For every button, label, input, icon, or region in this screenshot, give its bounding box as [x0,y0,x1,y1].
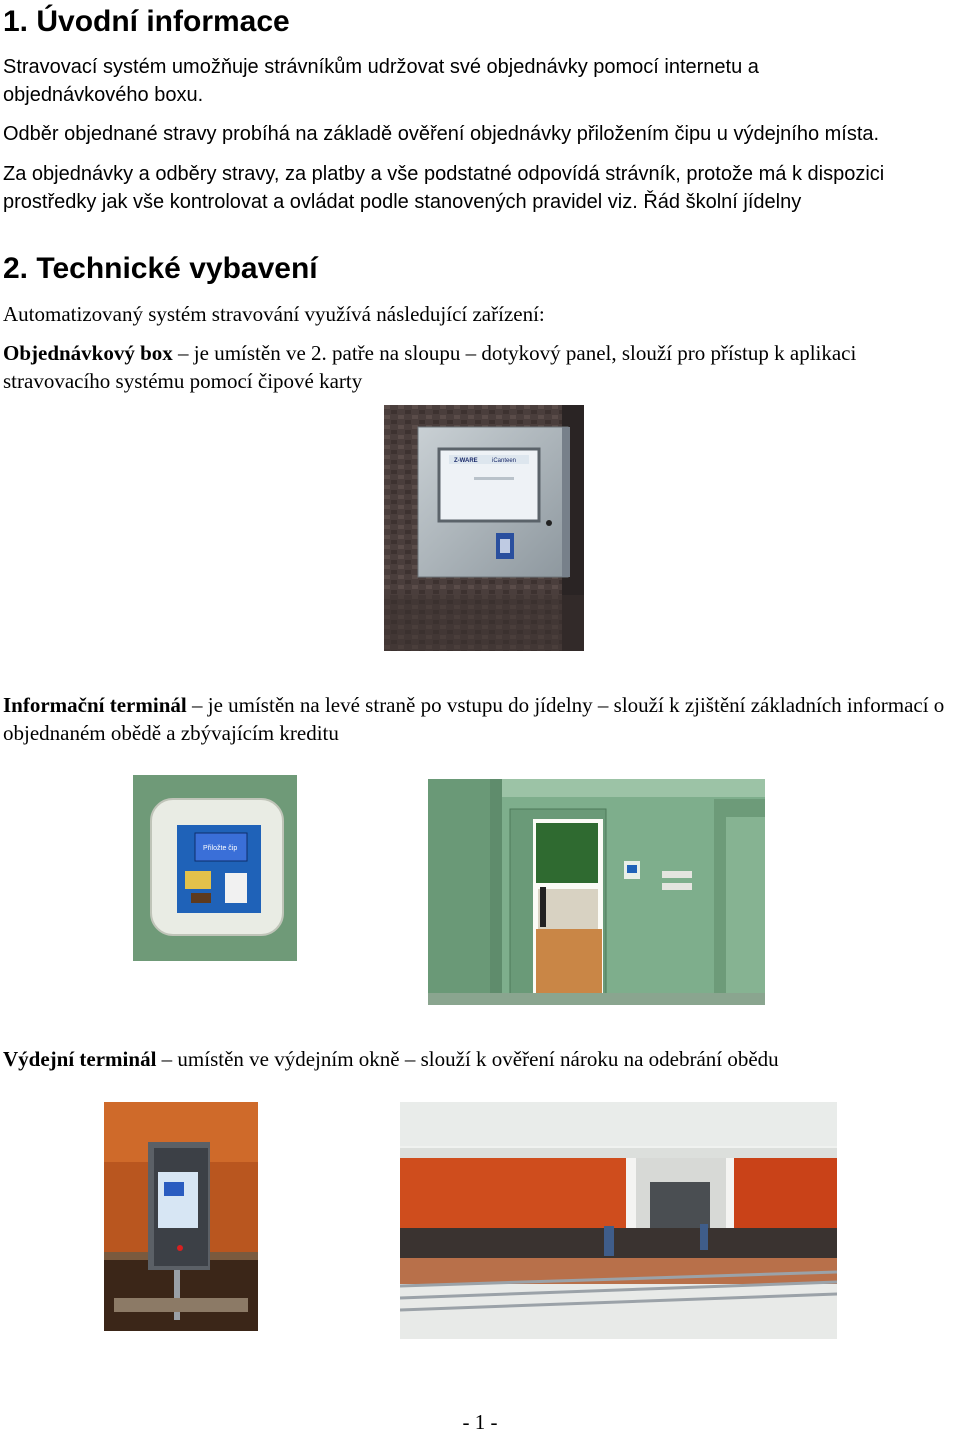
order-box-paragraph [3,339,923,395]
section2-heading: 2. Technické vybavení [3,252,318,285]
section2-intro: Automatizovaný systém stravování využívá následující zařízení: [3,302,545,326]
section1-paragraph-3: Za objednávky a odběry stravy, za platby a vše podstatné odpovídá strávník, protože má k dispozici prostředky jak vše kontrolovat a ovládat podle stanovených pravidel viz. Řád školní jídelny [3,163,885,213]
order-box-description: – je umístěn ve 2. patře na sloupu – dotykový panel, slouží pro přístup k aplikaci stravovacího systému pomocí čipové karty [3,341,857,393]
page-number: - 1 - [462,1410,498,1434]
order-box-photo [384,405,584,651]
dispense-terminal-paragraph [3,1045,943,1073]
info-terminal-paragraph [3,691,960,747]
order-box-screen-brand: Z-WARE [454,458,478,464]
canteen-entrance-photo [428,779,765,1005]
order-box-screen-title: iCanteen [492,458,517,464]
dispense-terminal-description: – umístěn ve výdejním okně – slouží k ověření nároku na odebrání obědu [156,1047,779,1071]
dispense-terminal-photo [104,1102,258,1331]
serving-counter-photo [400,1102,837,1339]
dispense-terminal-term: Výdejní terminál [3,1047,157,1071]
section1-paragraph-1: Stravovací systém umožňuje strávníkům udržovat své objednávky pomocí internetu a objednávkového boxu. [3,56,759,106]
info-terminal-photo [133,775,297,961]
order-box-term: Objednávkový box [3,341,173,365]
section1-paragraph-2: Odběr objednané stravy probíhá na základě ověření objednávky přiložením čipu u výdejního místa. [3,123,880,145]
info-terminal-description: – je umístěn na levé straně po vstupu do jídelny – slouží k zjištění základních informací o objednaném obědě a zbývajícím kreditu [3,693,945,745]
section1-heading: 1. Úvodní informace [3,5,290,38]
info-terminal-term: Informační terminál [3,693,187,717]
info-terminal-screen-text: Přiložte čip [203,845,238,852]
